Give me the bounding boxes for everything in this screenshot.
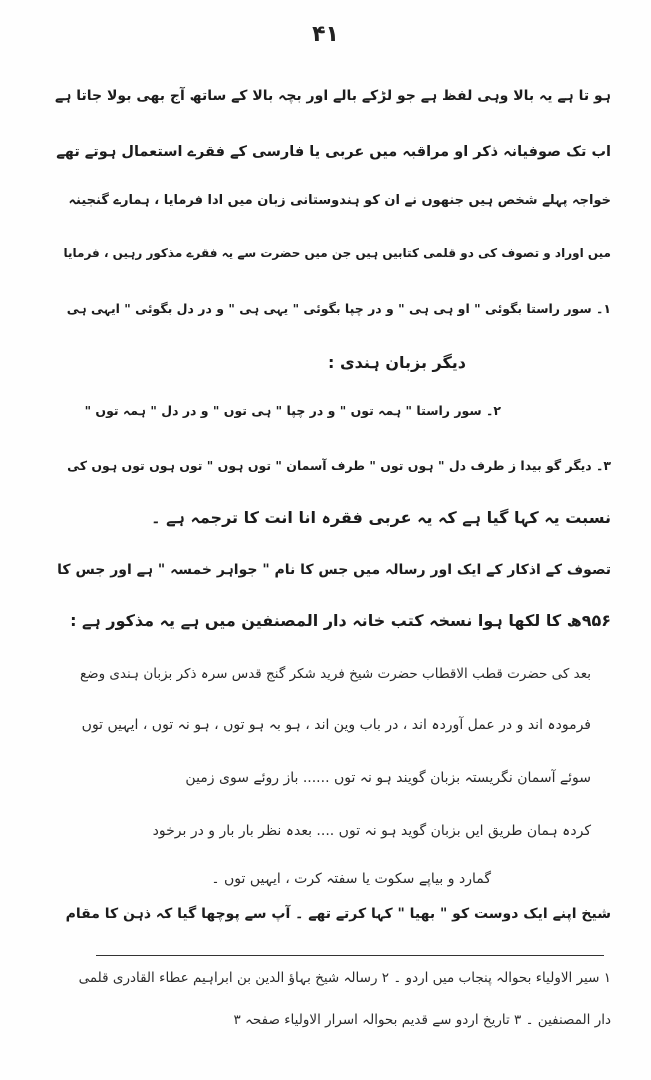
quote-line: سوئے آسمان نگریستہ بزبان گویند ہو نہ توں ...... باز روئے سوی زمین xyxy=(185,770,591,786)
body-line: ۲۔ سور راستا " ہمہ توں " و در چپا " ہی توں " و در دل " ہمہ توں " xyxy=(84,403,501,418)
body-line: نسبت یہ کہا گیا ہے کہ یہ عربی فقرہ انا انت کا ترجمہ ہے ۔ xyxy=(151,508,611,527)
body-line: میں اوراد و تصوف کی دو قلمی کتابیں ہیں جن میں حضرت سے یہ فقرے مذکور رہیں ، فرمایا xyxy=(63,246,611,260)
quote-line: گمارد و بیاپے سکوت یا سفتہ کرت ، ایہیں توں ۔ xyxy=(211,871,491,887)
body-line: ۹۵۶ھ کا لکھا ہوا نسخہ کتب خانہ دار المصنفین میں ہے یہ مذکور ہے : xyxy=(70,611,611,630)
body-line: تصوف کے اذکار کے ایک اور رسالہ میں جس کا نام " جواہر خمسہ " ہے اور جس کا xyxy=(57,562,611,578)
body-line: خواجہ پہلے شخص ہیں جنھوں نے ان کو ہندوستانی زبان میں ادا فرمایا ، ہمارے گنجینہ xyxy=(68,193,611,208)
body-line: شیخ اپنے ایک دوست کو " بھیا " کہا کرتے تھے ۔ آپ سے پوچھا گیا کہ ذہن کا مقام xyxy=(65,906,611,922)
quote-line: بعد کی حضرت قطب الاقطاب حضرت شیخ فرید شکر گنج قدس سرہ ذکر بزبان ہندی وضع xyxy=(79,666,591,682)
body-line: ہو تا ہے یہ بالا وہی لفظ ہے جو لڑکے بالے اور بچہ بالا کے ساتھ آج بھی بولا جاتا ہے xyxy=(54,88,611,104)
footnote-line: دار المصنفین ۔ ۳ تاریخ اردو سے قدیم بحوالہ اسرار الاولیاء صفحہ ۳ xyxy=(233,1012,611,1028)
body-line: اب تک صوفیانہ ذکر او مراقبہ میں عربی یا فارسی کے فقرے استعمال ہوتے تھے xyxy=(56,144,611,160)
body-line: ۱۔ سور راستا بگوئی " او ہی ہی " و در چپا بگوئی " یہی ہی " و در دل بگوئی " ایہی ہی xyxy=(66,301,611,316)
quote-line: فرمودہ اند و در عمل آوردہ اند ، در باب وین اند ، ہو بہ ہو توں ، ہو نہ توں ، ایہیں توں xyxy=(81,717,591,733)
quote-line: کردہ ہمان طریق ایں بزبان گوید ہو نہ توں .... بعدہ نظر بار بار و در برخود xyxy=(152,823,591,839)
body-line: ۳۔ دیگر گو بیدا ز طرف دل " ہوں توں " طرف آسمان " توں ہوں " توں ہوں توں ہوں کی xyxy=(67,458,611,473)
footnote-divider xyxy=(96,955,604,956)
footnote-line: ۱ سیر الاولیاء بحوالہ پنجاب میں اردو ۔ ۲ رسالہ شیخ بہاؤ الدین بن ابراہیم عطاء القادری قلمی xyxy=(78,970,611,986)
body-line: دیگر بزبان ہندی : xyxy=(327,353,466,372)
page-number: ۴۱ xyxy=(312,22,339,47)
